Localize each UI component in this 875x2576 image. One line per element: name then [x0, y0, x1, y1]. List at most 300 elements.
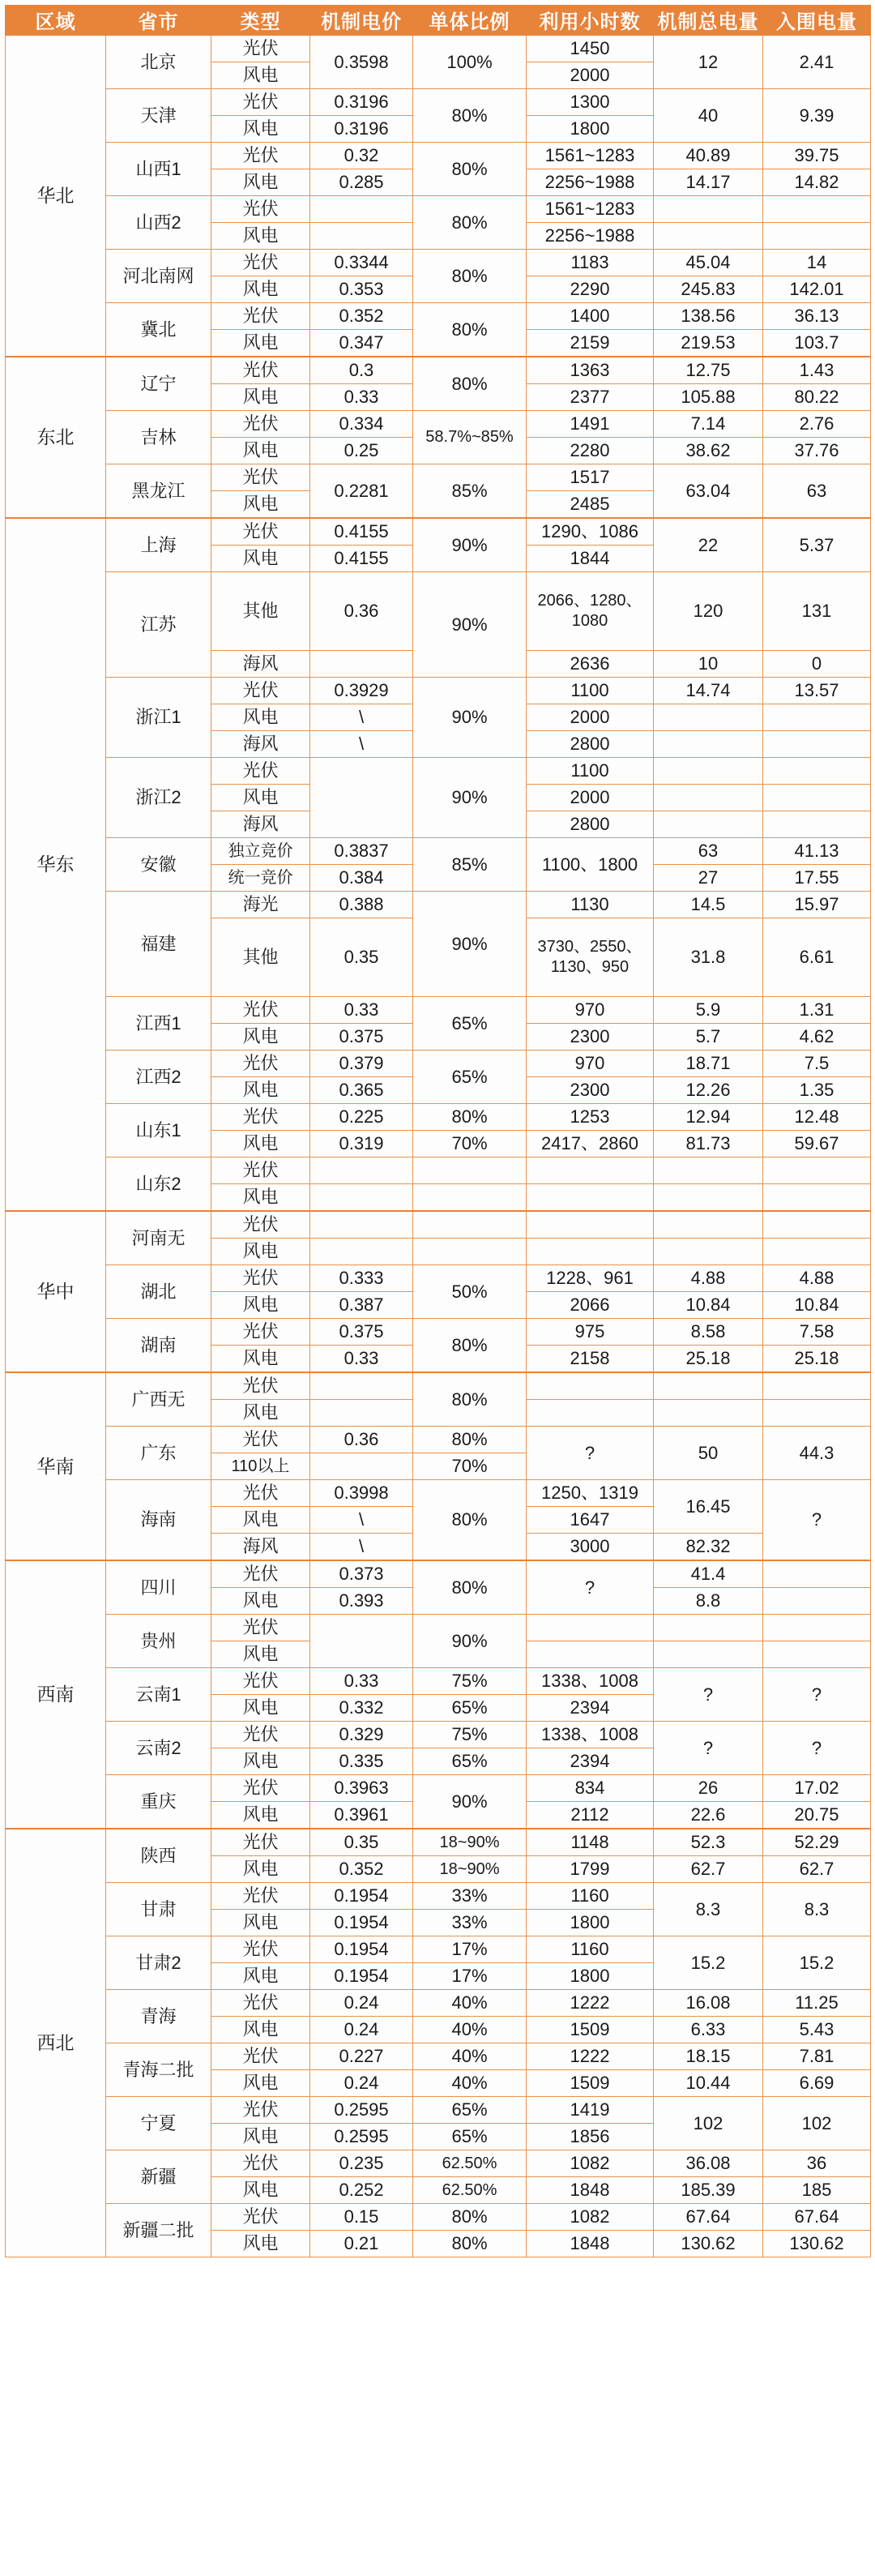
- utilization-hours-cell: 1363: [527, 357, 654, 384]
- utilization-hours-cell: 2256~1988: [527, 169, 654, 196]
- selected-electricity-cell: [763, 1239, 871, 1265]
- unit-ratio-cell: 85%: [413, 838, 527, 892]
- selected-electricity-cell: 44.3: [763, 1427, 871, 1480]
- total-electricity-cell: 14.5: [654, 892, 763, 918]
- type-cell: 光伏: [211, 303, 310, 330]
- selected-electricity-cell: 13.57: [763, 678, 871, 704]
- type-cell: 海风: [211, 811, 310, 838]
- table-row: [6, 2043, 871, 2070]
- mechanism-price-cell: 0.365: [310, 1077, 413, 1104]
- type-cell: 风电: [211, 1184, 310, 1212]
- mechanism-price-cell: [310, 651, 413, 678]
- unit-ratio-cell: 17%: [413, 1936, 527, 1963]
- selected-electricity-cell: [763, 1588, 871, 1615]
- table-row: [6, 143, 871, 169]
- utilization-hours-cell: 3730、2550、1130、950: [527, 918, 654, 997]
- mechanism-price-cell: 0.36: [310, 1427, 413, 1453]
- type-cell: 光伏: [211, 1211, 310, 1239]
- utilization-hours-cell: 2300: [527, 1024, 654, 1051]
- total-electricity-cell: ?: [654, 1722, 763, 1775]
- table-row: [6, 1829, 871, 1856]
- mechanism-price-cell: 0.24: [310, 2070, 413, 2097]
- type-cell: 光伏: [211, 89, 310, 116]
- selected-electricity-cell: [763, 1372, 871, 1400]
- table-row: [6, 1265, 871, 1292]
- total-electricity-cell: 40: [654, 89, 763, 143]
- unit-ratio-cell: 90%: [413, 518, 527, 572]
- mechanism-price-cell: 0.35: [310, 1829, 413, 1856]
- mechanism-price-cell: 0.375: [310, 1024, 413, 1051]
- selected-electricity-cell: 6.61: [763, 918, 871, 997]
- utilization-hours-cell: [527, 1615, 654, 1641]
- unit-ratio-cell: 75%: [413, 1722, 527, 1748]
- region-name-cell: 华北: [6, 35, 106, 357]
- column-header-province: 省市: [106, 6, 211, 36]
- utilization-hours-cell: 2485: [527, 491, 654, 519]
- type-cell: 光伏: [211, 143, 310, 169]
- selected-electricity-cell: 20.75: [763, 1802, 871, 1829]
- mechanism-price-cell: \: [310, 731, 413, 758]
- type-cell: 风电: [211, 1588, 310, 1615]
- region-name-cell: 华南: [6, 1372, 106, 1560]
- table-body: [6, 35, 871, 2257]
- total-electricity-cell: 8.3: [654, 1883, 763, 1936]
- mechanism-price-cell: [310, 1372, 413, 1400]
- total-electricity-cell: 18.15: [654, 2043, 763, 2070]
- table-row: [6, 518, 871, 546]
- utilization-hours-cell: 1509: [527, 2017, 654, 2043]
- mechanism-price-cell: [310, 1615, 413, 1668]
- total-electricity-cell: [654, 704, 763, 731]
- utilization-hours-cell: [527, 1184, 654, 1212]
- utilization-hours-cell: 2000: [527, 704, 654, 731]
- total-electricity-cell: 36.08: [654, 2150, 763, 2177]
- type-cell: 其他: [211, 572, 310, 651]
- selected-electricity-cell: 80.22: [763, 384, 871, 411]
- utilization-hours-cell: 2800: [527, 811, 654, 838]
- table-row: [6, 758, 871, 785]
- unit-ratio-cell: [413, 1157, 527, 1184]
- table-row: [6, 357, 871, 384]
- utilization-hours-cell: 2000: [527, 62, 654, 89]
- unit-ratio-cell: 80%: [413, 1480, 527, 1561]
- mechanism-price-cell: 0.388: [310, 892, 413, 918]
- selected-electricity-cell: 63: [763, 464, 871, 519]
- unit-ratio-cell: 40%: [413, 2070, 527, 2097]
- total-electricity-cell: [654, 811, 763, 838]
- type-cell: 风电: [211, 2017, 310, 2043]
- table-row: [6, 464, 871, 491]
- type-cell: 其他: [211, 918, 310, 997]
- utilization-hours-cell: [527, 1157, 654, 1184]
- total-electricity-cell: 82.32: [654, 1534, 763, 1561]
- total-electricity-cell: 45.04: [654, 250, 763, 276]
- selected-electricity-cell: 1.35: [763, 1077, 871, 1104]
- total-electricity-cell: 130.62: [654, 2231, 763, 2257]
- utilization-hours-cell: [527, 1372, 654, 1400]
- mechanism-price-cell: 0.393: [310, 1588, 413, 1615]
- utilization-hours-cell: 2417、2860: [527, 1131, 654, 1157]
- province-name-cell: 云南1: [106, 1668, 211, 1722]
- mechanism-price-cell: 0.1954: [310, 1963, 413, 1990]
- type-cell: 统一竞价: [211, 865, 310, 892]
- total-electricity-cell: 16.08: [654, 1990, 763, 2017]
- selected-electricity-cell: 15.97: [763, 892, 871, 918]
- selected-electricity-cell: 4.62: [763, 1024, 871, 1051]
- unit-ratio-cell: 18~90%: [413, 1856, 527, 1883]
- total-electricity-cell: 120: [654, 572, 763, 651]
- utilization-hours-cell: 1222: [527, 2043, 654, 2070]
- utilization-hours-cell: [527, 1239, 654, 1265]
- type-cell: 风电: [211, 1346, 310, 1373]
- mechanism-price-cell: [310, 1184, 413, 1212]
- type-cell: 风电: [211, 704, 310, 731]
- table-row: [6, 572, 871, 651]
- province-name-cell: 黑龙江: [106, 464, 211, 519]
- province-name-cell: 山东2: [106, 1157, 211, 1212]
- mechanism-price-cell: 0.3929: [310, 678, 413, 704]
- type-cell: 光伏: [211, 1936, 310, 1963]
- type-cell: 风电: [211, 1024, 310, 1051]
- unit-ratio-cell: 65%: [413, 2097, 527, 2124]
- province-name-cell: 湖南: [106, 1319, 211, 1373]
- unit-ratio-cell: 40%: [413, 1990, 527, 2017]
- unit-ratio-cell: 90%: [413, 1615, 527, 1668]
- total-electricity-cell: 14.17: [654, 169, 763, 196]
- total-electricity-cell: [654, 1400, 763, 1427]
- table-row: [6, 1883, 871, 1910]
- utilization-hours-cell: 1844: [527, 546, 654, 572]
- unit-ratio-cell: 75%: [413, 1668, 527, 1695]
- table-row: [6, 89, 871, 116]
- unit-ratio-cell: 65%: [413, 1695, 527, 1722]
- selected-electricity-cell: [763, 1400, 871, 1427]
- column-header-total-electricity: 机制总电量: [654, 6, 763, 36]
- unit-ratio-cell: 18~90%: [413, 1829, 527, 1856]
- mechanism-price-cell: 0.1954: [310, 1883, 413, 1910]
- selected-electricity-cell: 15.2: [763, 1936, 871, 1990]
- mechanism-price-cell: 0.333: [310, 1265, 413, 1292]
- table-row: [6, 1722, 871, 1748]
- selected-electricity-cell: [763, 1615, 871, 1641]
- unit-ratio-cell: 40%: [413, 2043, 527, 2070]
- selected-electricity-cell: 185: [763, 2177, 871, 2204]
- utilization-hours-cell: 2112: [527, 1802, 654, 1829]
- total-electricity-cell: [654, 1372, 763, 1400]
- selected-electricity-cell: ?: [763, 1480, 871, 1561]
- mechanism-price-cell: 0.353: [310, 276, 413, 303]
- total-electricity-cell: 102: [654, 2097, 763, 2150]
- unit-ratio-cell: 33%: [413, 1910, 527, 1936]
- total-electricity-cell: 18.71: [654, 1051, 763, 1077]
- mechanism-price-cell: 0.2595: [310, 2124, 413, 2150]
- selected-electricity-cell: [763, 223, 871, 250]
- column-header-mechanism-price: 机制电价: [310, 6, 413, 36]
- utilization-hours-cell: 2066: [527, 1292, 654, 1319]
- type-cell: 110以上: [211, 1453, 310, 1480]
- province-name-cell: 北京: [106, 35, 211, 89]
- mechanism-price-cell: 0.35: [310, 918, 413, 997]
- province-name-cell: 广西无: [106, 1372, 211, 1427]
- region-name-cell: 东北: [6, 357, 106, 518]
- mechanism-price-cell: 0.1954: [310, 1936, 413, 1963]
- unit-ratio-cell: 70%: [413, 1131, 527, 1157]
- type-cell: 光伏: [211, 1157, 310, 1184]
- table-row: [6, 1104, 871, 1131]
- region-name-cell: 西北: [6, 1829, 106, 2257]
- unit-ratio-cell: [413, 1211, 527, 1239]
- mechanism-price-cell: 0.235: [310, 2150, 413, 2177]
- total-electricity-cell: 12: [654, 35, 763, 89]
- utilization-hours-cell: 2394: [527, 1748, 654, 1775]
- province-name-cell: 新疆二批: [106, 2204, 211, 2257]
- table-row: [6, 1560, 871, 1588]
- selected-electricity-cell: 52.29: [763, 1829, 871, 1856]
- mechanism-price-cell: 0.32: [310, 143, 413, 169]
- utilization-hours-cell: ?: [527, 1560, 654, 1615]
- selected-electricity-cell: 17.55: [763, 865, 871, 892]
- selected-electricity-cell: 59.67: [763, 1131, 871, 1157]
- type-cell: 风电: [211, 2177, 310, 2204]
- mechanism-price-cell: 0.33: [310, 997, 413, 1024]
- type-cell: 光伏: [211, 2150, 310, 2177]
- total-electricity-cell: 10: [654, 651, 763, 678]
- unit-ratio-cell: [413, 1184, 527, 1212]
- total-electricity-cell: 10.84: [654, 1292, 763, 1319]
- unit-ratio-cell: 80%: [413, 89, 527, 143]
- mechanism-price-cell: 0.3961: [310, 1802, 413, 1829]
- selected-electricity-cell: [763, 1641, 871, 1668]
- utilization-hours-cell: 1509: [527, 2070, 654, 2097]
- type-cell: 风电: [211, 1963, 310, 1990]
- total-electricity-cell: 50: [654, 1427, 763, 1480]
- total-electricity-cell: 8.58: [654, 1319, 763, 1346]
- type-cell: 光伏: [211, 1775, 310, 1802]
- type-cell: 海风: [211, 651, 310, 678]
- selected-electricity-cell: 10.84: [763, 1292, 871, 1319]
- selected-electricity-cell: 7.81: [763, 2043, 871, 2070]
- utilization-hours-cell: ?: [527, 1427, 654, 1480]
- unit-ratio-cell: 65%: [413, 997, 527, 1051]
- selected-electricity-cell: 37.76: [763, 438, 871, 464]
- total-electricity-cell: 10.44: [654, 2070, 763, 2097]
- province-name-cell: 重庆: [106, 1775, 211, 1829]
- type-cell: 光伏: [211, 2097, 310, 2124]
- type-cell: 风电: [211, 384, 310, 411]
- utilization-hours-cell: 1082: [527, 2150, 654, 2177]
- province-name-cell: 浙江2: [106, 758, 211, 838]
- total-electricity-cell: 25.18: [654, 1346, 763, 1373]
- total-electricity-cell: [654, 731, 763, 758]
- selected-electricity-cell: 7.58: [763, 1319, 871, 1346]
- unit-ratio-cell: 62.50%: [413, 2150, 527, 2177]
- type-cell: 光伏: [211, 1480, 310, 1507]
- mechanism-price-cell: 0.1954: [310, 1910, 413, 1936]
- selected-electricity-cell: 41.13: [763, 838, 871, 865]
- total-electricity-cell: 26: [654, 1775, 763, 1802]
- type-cell: 光伏: [211, 1883, 310, 1910]
- unit-ratio-cell: 90%: [413, 758, 527, 838]
- utilization-hours-cell: 1100: [527, 758, 654, 785]
- mechanism-price-cell: 0.347: [310, 330, 413, 357]
- column-header-type: 类型: [211, 6, 310, 36]
- unit-ratio-cell: 65%: [413, 2124, 527, 2150]
- mechanism-price-cell: 0.3598: [310, 35, 413, 89]
- mechanism-price-cell: 0.329: [310, 1722, 413, 1748]
- table-row: [6, 892, 871, 918]
- total-electricity-cell: 67.64: [654, 2204, 763, 2231]
- province-name-cell: 甘肃2: [106, 1936, 211, 1990]
- column-header-unit-ratio: 单体比例: [413, 6, 527, 36]
- table-row: [6, 1668, 871, 1695]
- province-name-cell: 山东1: [106, 1104, 211, 1157]
- province-name-cell: 冀北: [106, 303, 211, 357]
- type-cell: 光伏: [211, 1319, 310, 1346]
- utilization-hours-cell: 1800: [527, 1963, 654, 1990]
- type-cell: 光伏: [211, 357, 310, 384]
- total-electricity-cell: 185.39: [654, 2177, 763, 2204]
- table-row: [6, 1427, 871, 1453]
- type-cell: 风电: [211, 223, 310, 250]
- table-row: [6, 1372, 871, 1400]
- utilization-hours-cell: 1450: [527, 35, 654, 62]
- selected-electricity-cell: 6.69: [763, 2070, 871, 2097]
- selected-electricity-cell: 8.3: [763, 1883, 871, 1936]
- table-row: [6, 838, 871, 865]
- mechanism-price-cell: 0.24: [310, 2017, 413, 2043]
- selected-electricity-cell: 14: [763, 250, 871, 276]
- utilization-hours-cell: 2158: [527, 1346, 654, 1373]
- unit-ratio-cell: 80%: [413, 1104, 527, 1131]
- selected-electricity-cell: [763, 758, 871, 785]
- mechanism-price-cell: 0.2595: [310, 2097, 413, 2124]
- utilization-hours-cell: 970: [527, 997, 654, 1024]
- unit-ratio-cell: [413, 1239, 527, 1265]
- total-electricity-cell: ?: [654, 1668, 763, 1722]
- utilization-hours-cell: 1517: [527, 464, 654, 491]
- type-cell: 风电: [211, 785, 310, 811]
- mechanism-price-cell: 0.252: [310, 2177, 413, 2204]
- region-name-cell: 华中: [6, 1211, 106, 1372]
- mechanism-price-cell: 0.33: [310, 384, 413, 411]
- type-cell: 光伏: [211, 464, 310, 491]
- utilization-hours-cell: [527, 1211, 654, 1239]
- table-row: [6, 35, 871, 62]
- selected-electricity-cell: 25.18: [763, 1346, 871, 1373]
- utilization-hours-cell: 1300: [527, 89, 654, 116]
- table-header: [6, 6, 871, 36]
- type-cell: 光伏: [211, 678, 310, 704]
- selected-electricity-cell: [763, 811, 871, 838]
- unit-ratio-cell: 58.7%~85%: [413, 411, 527, 464]
- mechanism-price-cell: [310, 1453, 413, 1480]
- province-name-cell: 海南: [106, 1480, 211, 1561]
- total-electricity-cell: 5.9: [654, 997, 763, 1024]
- unit-ratio-cell: 50%: [413, 1265, 527, 1319]
- mechanism-price-cell: 0.285: [310, 169, 413, 196]
- table-row: [6, 678, 871, 704]
- unit-ratio-cell: 70%: [413, 1453, 527, 1480]
- type-cell: 光伏: [211, 411, 310, 438]
- selected-electricity-cell: ?: [763, 1668, 871, 1722]
- utilization-hours-cell: 1222: [527, 1990, 654, 2017]
- total-electricity-cell: [654, 758, 763, 785]
- mechanism-price-cell: 0.24: [310, 1990, 413, 2017]
- table-row: [6, 1480, 871, 1507]
- type-cell: 光伏: [211, 758, 310, 785]
- selected-electricity-cell: 5.43: [763, 2017, 871, 2043]
- unit-ratio-cell: 80%: [413, 196, 527, 250]
- total-electricity-cell: [654, 1641, 763, 1668]
- mechanism-price-cell: 0.379: [310, 1051, 413, 1077]
- utilization-hours-cell: 1100、1800: [527, 838, 654, 892]
- province-name-cell: 宁夏: [106, 2097, 211, 2150]
- mechanism-price-cell: 0.225: [310, 1104, 413, 1131]
- mechanism-price-cell: 0.4155: [310, 518, 413, 546]
- type-cell: 风电: [211, 1239, 310, 1265]
- table-row: [6, 1211, 871, 1239]
- total-electricity-cell: 63.04: [654, 464, 763, 519]
- utilization-hours-cell: 1848: [527, 2177, 654, 2204]
- mechanism-price-cell: 0.3196: [310, 116, 413, 143]
- province-name-cell: 山西2: [106, 196, 211, 250]
- type-cell: 风电: [211, 1695, 310, 1722]
- selected-electricity-cell: 5.37: [763, 518, 871, 572]
- total-electricity-cell: 12.94: [654, 1104, 763, 1131]
- total-electricity-cell: 7.14: [654, 411, 763, 438]
- type-cell: 风电: [211, 1641, 310, 1668]
- utilization-hours-cell: 3000: [527, 1534, 654, 1561]
- utilization-hours-cell: 2300: [527, 1077, 654, 1104]
- selected-electricity-cell: 131: [763, 572, 871, 651]
- unit-ratio-cell: 40%: [413, 2017, 527, 2043]
- total-electricity-cell: [654, 1184, 763, 1212]
- table-row: [6, 1319, 871, 1346]
- unit-ratio-cell: 100%: [413, 35, 527, 89]
- table-row: [6, 997, 871, 1024]
- column-header-selected-electricity: 入围电量: [763, 6, 871, 36]
- mechanism-price-cell: 0.332: [310, 1695, 413, 1722]
- type-cell: 风电: [211, 116, 310, 143]
- mechanism-price-cell: 0.319: [310, 1131, 413, 1157]
- type-cell: 风电: [211, 1507, 310, 1534]
- total-electricity-cell: 16.45: [654, 1480, 763, 1534]
- mechanism-price-cell: [310, 196, 413, 223]
- mechanism-price-cell: 0.25: [310, 438, 413, 464]
- total-electricity-cell: 62.7: [654, 1856, 763, 1883]
- type-cell: 海光: [211, 892, 310, 918]
- total-electricity-cell: [654, 1615, 763, 1641]
- type-cell: 风电: [211, 1748, 310, 1775]
- utilization-hours-cell: 1130: [527, 892, 654, 918]
- total-electricity-cell: 12.26: [654, 1077, 763, 1104]
- mechanism-price-cell: [310, 1400, 413, 1427]
- mechanism-price-cell: 0.4155: [310, 546, 413, 572]
- total-electricity-cell: 40.89: [654, 143, 763, 169]
- type-cell: 风电: [211, 546, 310, 572]
- utilization-hours-cell: 1250、1319: [527, 1480, 654, 1507]
- mechanism-price-cell: [310, 1211, 413, 1239]
- utilization-hours-cell: 2394: [527, 1695, 654, 1722]
- utilization-hours-cell: 2290: [527, 276, 654, 303]
- mechanism-price-cell: 0.15: [310, 2204, 413, 2231]
- total-electricity-cell: 31.8: [654, 918, 763, 997]
- mechanism-price-cell: 0.3837: [310, 838, 413, 865]
- province-name-cell: 甘肃: [106, 1883, 211, 1936]
- unit-ratio-cell: 85%: [413, 464, 527, 519]
- table-row: [6, 411, 871, 438]
- total-electricity-cell: 63: [654, 838, 763, 865]
